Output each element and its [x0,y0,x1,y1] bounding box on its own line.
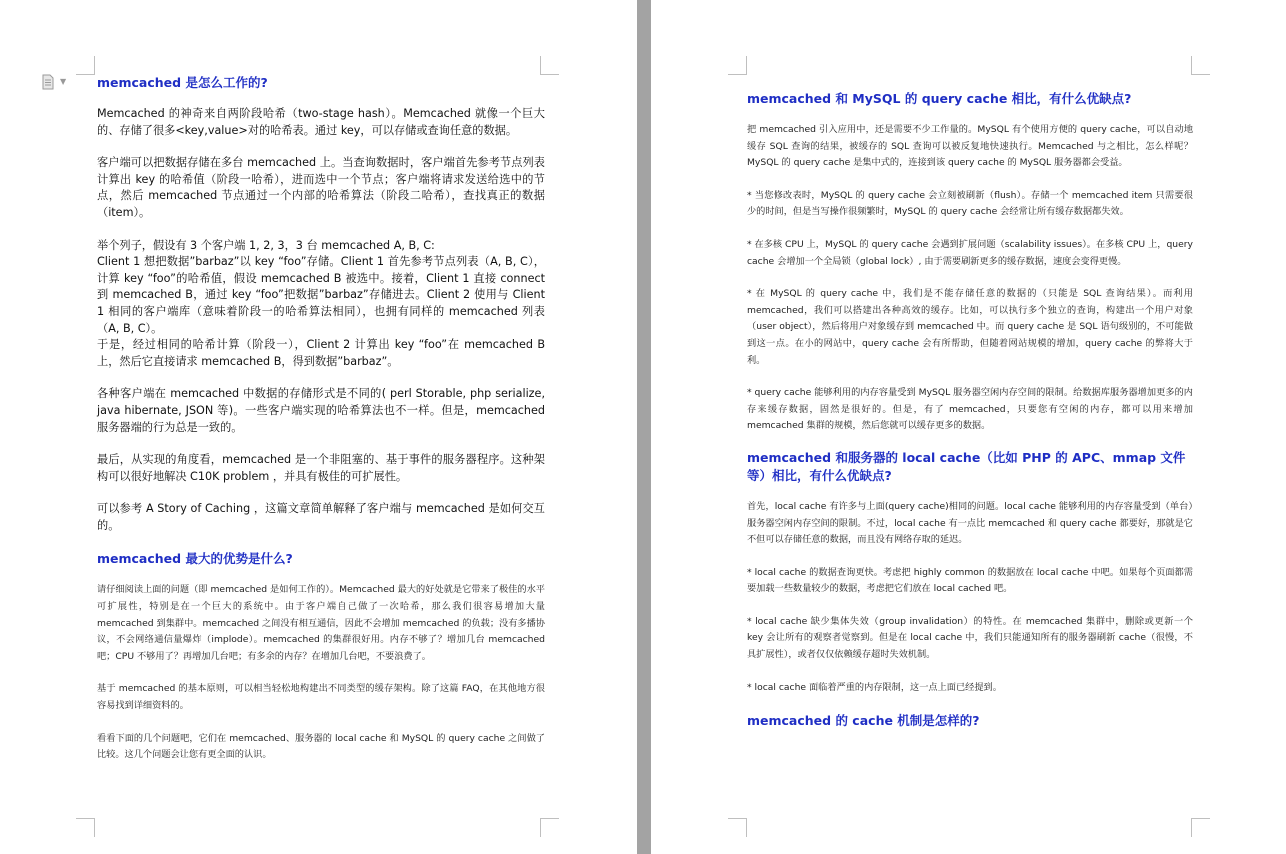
document-page-right [651,0,1286,854]
heading-memcached-advantage: memcached 最大的优势是什么? [97,551,293,567]
crop-mark [728,818,747,837]
paragraph: 可以参考 A Story of Caching ，这篇文章简单解释了客户端与 memcached 是如何交互的。 [97,502,545,532]
left-page-content [97,74,545,764]
paragraph: * local cache 缺少集体失效（group invalidation）的特性。在 memcached 集群中，删除或更新一个 key 会让所有的观察者觉察到。但是在 local cache 中，我们只能通知所有的服务器刷新 cache（很慢，不具扩展性），或者仅仅依赖缓存超时失效机制。 [747,615,1193,661]
paragraph: * local cache 的数据查询更快。考虑把 highly common 的数据放在 local cache 中吧。如果每个页面都需要加载一些数量较少的数据，考虑把它们放在 local cached 吧。 [747,566,1193,595]
paragraph: * query cache 能够利用的内存容量受到 MySQL 服务器空闲内存空间的限制。给数据库服务器增加更多的内存来缓存数据，固然是很好的。但是，有了 memcached，只要您有空闲的内存，都可以用来增加 memcached 集群的规模，然后您就可以缓存更多的数据。 [747,387,1193,432]
heading-vs-local-cache: memcached 和服务器的 local cache（比如 PHP 的 APC、mmap 文件等）相比，有什么优缺点? [747,449,1186,483]
paragraph: Client 1 想把数据”barbaz”以 key “foo”存储。Client 1 首先参考节点列表（A, B, C），计算 key “foo”的哈希值，假设 memcached B 被选中。接着，Client 1 直接 connect 到 memcached B，通过 key “foo”把数据”barbaz”存储进去。Client 2 使用与 Client 1 相同的客户端库（意味着阶段一的哈希算法相同），也拥有同样的 memcached 列表（A, B, C）。 [97,255,545,335]
crop-mark [540,56,559,75]
document-page-left [0,0,637,854]
document-outline-icon[interactable] [40,74,56,90]
heading-how-memcached-works: memcached 是怎么工作的? [97,75,268,90]
paragraph: 客户端可以把数据存储在多台 memcached 上。当查询数据时，客户端首先参考节点列表计算出 key 的哈希值（阶段一哈希），进而选中一个节点；客户端将请求发送给选中的节点，然后 memcached 节点通过一个内部的哈希算法（阶段二哈希），查找真正的数据（item）。 [97,156,545,219]
crop-mark [76,56,95,75]
paragraph: 最后，从实现的角度看，memcached 是一个非阻塞的、基于事件的服务器程序。这种架构可以很好地解决 C10K problem ，并具有极佳的可扩展性。 [97,453,545,483]
paragraph: * local cache 面临着严重的内存限制，这一点上面已经提到。 [747,681,1002,693]
right-page-content [747,90,1193,730]
paragraph: * 在多核 CPU 上，MySQL 的 query cache 会遇到扩展问题（scalability issues）。在多核 CPU 上，query cache 会增加一个全局锁（global lock）, 由于需要刷新更多的缓存数据，速度会变得更慢。 [747,238,1193,267]
paragraph: 首先，local cache 有许多与上面(query cache)相同的问题。local cache 能够利用的内存容量受到（单台）服务器空闲内存空间的限制。不过，local cache 有一点比 memcached 和 query cache 都要好，那就是它不但可以存储任意的数据，而且没有网络存取的延迟。 [747,500,1193,546]
chevron-down-icon[interactable]: ▼ [60,77,67,86]
paragraph: * 在 MySQL 的 query cache 中，我们是不能存储任意的数据的（只能是 SQL 查询结果）。而利用 memcached，我们可以搭建出各种高效的缓存。比如，可以执行多个独立的查询，构建出一个用户对象（user object），然后将用户对象缓存到 memcached 中。而 query cache 是 SQL 语句级别的，不可能做到这一点。在小的网站中，query cache 会有所帮助，但随着网站规模的增加，query cache 的弊将大于利。 [747,288,1193,366]
paragraph: 各种客户端在 memcached 中数据的存储形式是不同的( perl Storable, php serialize, java hibernate, JSON 等)。一些客户端实现的哈希算法也不一样。但是，memcached 服务器端的行为总是一致的。 [97,387,545,434]
crop-mark [728,56,747,75]
paragraph: * 当您修改表时，MySQL 的 query cache 会立刻被刷新（flush）。存储一个 memcached item 只需要很少的时间，但是当写操作很频繁时，MySQL 的 query cache 会经常让所有缓存数据都失效。 [747,189,1193,218]
crop-mark [540,818,559,837]
page-gap [637,0,651,854]
paragraph: 举个列子，假设有 3 个客户端 1, 2, 3，3 台 memcached A, B, C: [97,238,435,252]
crop-mark [76,818,95,837]
paragraph: 请仔细阅读上面的问题（即 memcached 是如何工作的）。Memcached 最大的好处就是它带来了极佳的水平可扩展性，特别是在一个巨大的系统中。由于客户端自己做了一次哈希，那么我们很容易增加大量 memcached 到集群中。memcached 之间没有相互通信，因此不会增加 memcached 的负载；没有多播协议，不会网络通信量爆炸（implode）。memcached 的集群很好用。内存不够了？增加几台 memcached 吧；CPU 不够用了？再增加几台吧；有多余的内存？在增加几台吧，不要浪费了。 [97,584,545,662]
paragraph: 于是，经过相同的哈希计算（阶段一），Client 2 计算出 key “foo”在 memcached B 上，然后它直接请求 memcached B，得到数据”barbaz”。 [97,338,545,368]
crop-mark [1191,818,1210,837]
paragraph: 看看下面的几个问题吧，它们在 memcached、服务器的 local cache 和 MySQL 的 query cache 之间做了比较。这几个问题会让您有更全面的认识。 [97,732,545,761]
heading-vs-mysql-query-cache: memcached 和 MySQL 的 query cache 相比，有什么优缺点? [747,91,1132,106]
paragraph: 把 memcached 引入应用中，还是需要不少工作量的。MySQL 有个使用方便的 query cache，可以自动地缓存 SQL 查询的结果，被缓存的 SQL 查询可以被反复地快速执行。Memcached 与之相比，怎么样呢？MySQL 的 query cache 是集中式的，连接到该 query cache 的 MySQL 服务器都会受益。 [747,124,1193,169]
paragraph: Memcached 的神奇来自两阶段哈希（two-stage hash）。Memcached 就像一个巨大的、存储了很多<key,value>对的哈希表。通过 key，可以存储或查询任意的数据。 [97,107,545,137]
paragraph: 基于 memcached 的基本原则，可以相当轻松地构建出不同类型的缓存架构。除了这篇 FAQ，在其他地方很容易找到详细资料的。 [97,683,545,712]
crop-mark [1191,56,1210,75]
heading-cache-mechanism: memcached 的 cache 机制是怎样的? [747,713,980,729]
